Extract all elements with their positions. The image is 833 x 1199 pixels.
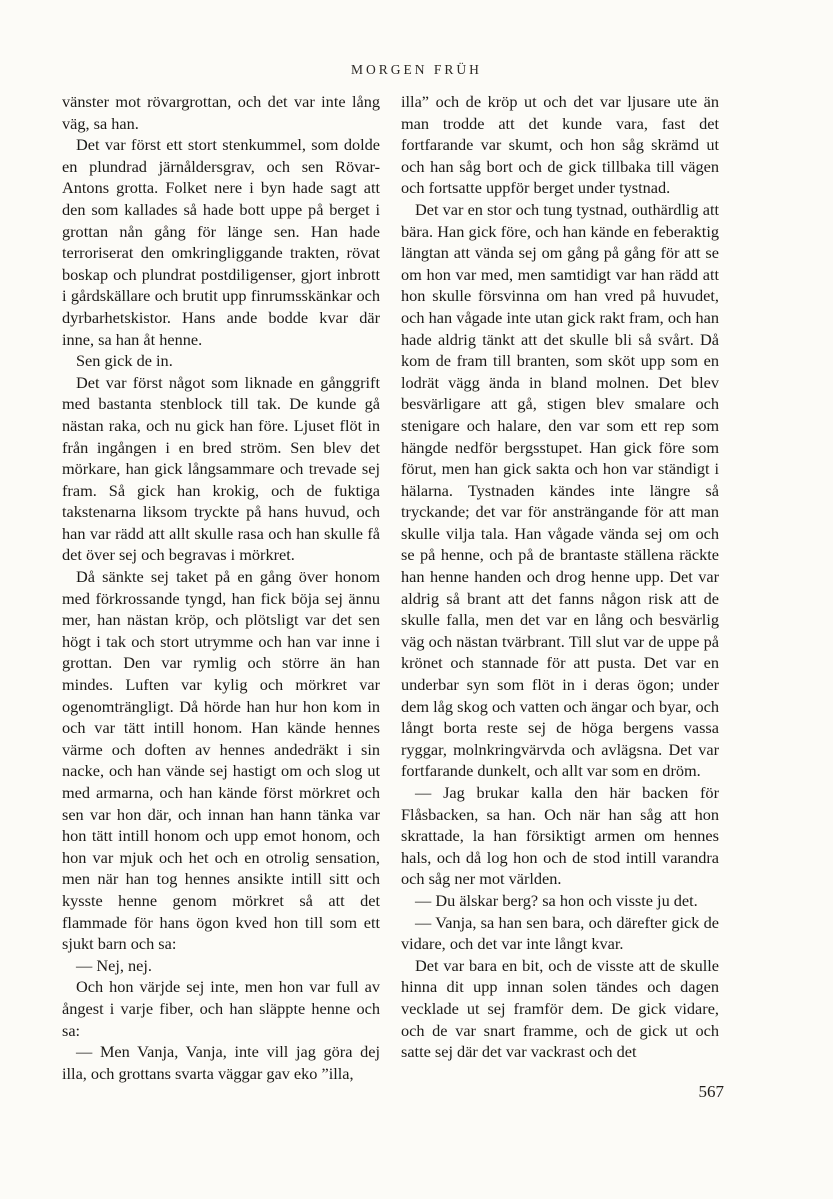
paragraph: Det var en stor och tung tystnad, outhärdlig att bära. Han gick före, och han kände en feberaktig längtan att vända sej om gång på gång för att se om hon var med, men samtidigt var han rädd att hon skulle försvinna om han vred på huvudet, och han vågade inte utan gick rakt fram, och han hade aldrig tänkt att det skulle bli så svårt. Då kom de fram till branten, som sköt upp som en lodrät vägg ända in bland molnen. Det blev besvärligare att gå, stigen blev smalare och stenigare och halare, den var som ett rep som hängde nedför bergsstupet. Han gick före som förut, men han gick sakta och hon var ständigt i hälarna. Tystnaden kändes inte längre så tryckande; det var för ansträngande för att man skulle vilja tala. Han vågade vända sej om och se på henne, och på de brantaste ställena räckte han henne handen och drog henne upp. Det var aldrig så brant att det fanns någon risk att de skulle falla, men det var en lång och besvärlig väg och nästan tvärbrant. Till slut var de uppe på krönet och stannade för att pusta. Det var en underbar syn som flöt in i deras ögon; under dem låg skog och vatten och ängar och byar, och långt borta reste sej de höga bergens vassa ryggar, molnkringvärvda och avlägsna. Det var fortfarande dunkelt, och allt var som en dröm.	[401, 199, 719, 781]
paragraph: Det var först ett stort stenkummel, som dolde en plundrad järnåldersgrav, och sen Rövar-Antons grotta. Folket nere i byn hade sagt att den som kallades så hade bott uppe på berget i grottan nån gång för länge sen. Han hade terroriserat den omkringliggande trakten, rövat boskap och plundrat postdiligenser, gjort inbrott i gårdskällare och brutit upp finrumsskänkar och dyrbarhetskistor. Hans ande bodde kvar där inne, sa han åt henne.	[62, 135, 380, 349]
paragraph: illa” och de kröp ut och det var ljusare ute än man trodde att det kunde vara, fast det fortfarande var skumt, och hon såg skrämd ut och han såg bort och de gick tillbaka till vägen och fortsatte uppför berget under tystnad.	[401, 92, 719, 198]
paragraph: — Jag brukar kalla den här backen för Flåsbacken, sa han. Och när han såg att hon skrattade, la han försiktigt armen om hennes hals, och då log hon och de stod intill varandra och såg ner mot världen.	[401, 783, 719, 889]
paragraph: vänster mot rövargrottan, och det var inte lång väg, sa han.	[62, 92, 380, 133]
paragraph: Det var bara en bit, och de visste att de skulle hinna dit upp innan solen tändes och dagen vecklade ut sej framför dem. De gick vidare, och de var snart framme, och de gick ut och satte sej där det var vackrast och det	[401, 955, 719, 1062]
right-column	[401, 91, 719, 1063]
left-column	[62, 91, 380, 1084]
paragraph: Det var först något som liknade en gånggrift med bastanta stenblock till tak. De kunde gå nästan raka, och nu gick han före. Ljuset flöt in från ingången i en bred ström. Sen blev det mörkare, han gick långsammare och trevade sej fram. Så gick han krokig, och de fuktiga takstenarna liksom tryckte på hans huvud, och han var rädd att allt skulle rasa och han skulle få det över sej och begravas i mörkret.	[62, 372, 380, 565]
paragraph: — Vanja, sa han sen bara, och därefter gick de vidare, och det var inte långt kvar.	[401, 912, 719, 954]
paragraph: Sen gick de in.	[76, 351, 173, 371]
paragraph: — Du älskar berg? sa hon och visste ju det.	[415, 890, 698, 910]
page-number: 567	[698, 1082, 724, 1101]
paragraph: Och hon värjde sej inte, men hon var full av ångest i varje fiber, och han släppte henne och sa:	[62, 977, 380, 1040]
paragraph: — Men Vanja, Vanja, inte vill jag göra dej illa, och grottans svarta väggar gav eko ”illa,	[62, 1042, 380, 1083]
paragraph: Då sänkte sej taket på en gång över honom med förkrossande tyngd, han fick böja sej ännu mer, han nästan kröp, och plötsligt var det sen högt i tak och stort utrymme och han var inne i grottan. Den var rymlig och större än han mindes. Luften var kylig och mörkret var ogenomträngligt. Då hörde han hur hon kom in och var tätt intill honom. Han kände hennes värme och doften av hennes andedräkt i sin nacke, och han vände sej hastigt om och slog ut med armarna, och han kände först mörkret och sen var hon där, och innan han hann tänka var hon tätt intill honom och upp emot honom, och hon var mjuk och het och en otrolig sensation, men när han tog hennes ansikte intill sitt och kysste henne genom mörkret så att det flammade för hans ögon kved hon till som ett sjukt barn och sa:	[62, 567, 380, 954]
paragraph: — Nej, nej.	[76, 955, 152, 975]
running-head: MORGEN FRÜH	[351, 62, 482, 77]
